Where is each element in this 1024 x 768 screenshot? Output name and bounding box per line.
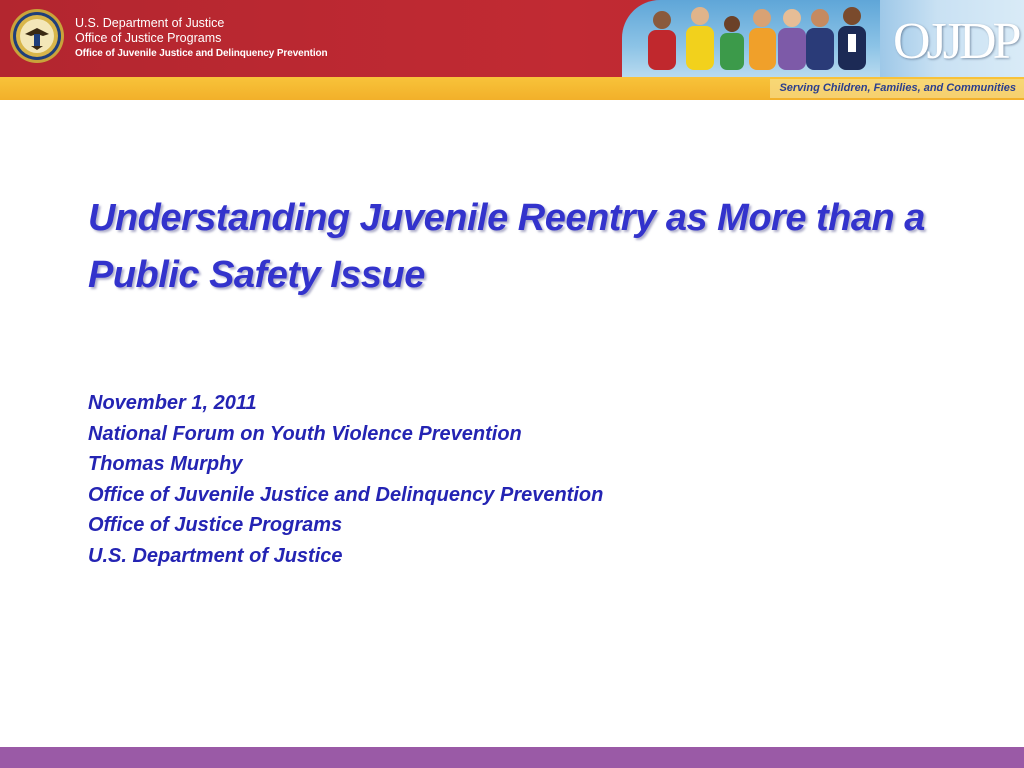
- presentation-details: [88, 388, 603, 572]
- ojjdp-logo: OJJDP: [893, 13, 1018, 70]
- presenter-program: Office of Justice Programs: [88, 514, 343, 537]
- agency-name-block: [75, 16, 328, 62]
- presenter-name: Thomas Murphy: [88, 453, 243, 476]
- children-photo: [622, 0, 892, 77]
- slide-title-line-1: Understanding Juvenile Reentry as More than a: [88, 197, 925, 239]
- slide-title: [88, 190, 968, 304]
- event-name: National Forum on Youth Violence Prevention: [88, 422, 522, 445]
- footer-bar: [0, 747, 1024, 768]
- presenter-office: Office of Juvenile Justice and Delinquency Prevention: [88, 483, 604, 506]
- agency-line-ojp: Office of Justice Programs: [75, 31, 222, 45]
- agency-line-doj: U.S. Department of Justice: [75, 16, 225, 30]
- presentation-date: November 1, 2011: [88, 392, 257, 414]
- tagline: Serving Children, Families, and Communities: [779, 82, 1016, 94]
- agency-line-ojjdp: Office of Juvenile Justice and Delinquency Prevention: [75, 48, 328, 59]
- header-banner: [0, 0, 1024, 100]
- presenter-department: U.S. Department of Justice: [88, 544, 343, 567]
- doj-seal-icon: [9, 8, 65, 64]
- slide-title-line-2: Public Safety Issue: [88, 254, 425, 296]
